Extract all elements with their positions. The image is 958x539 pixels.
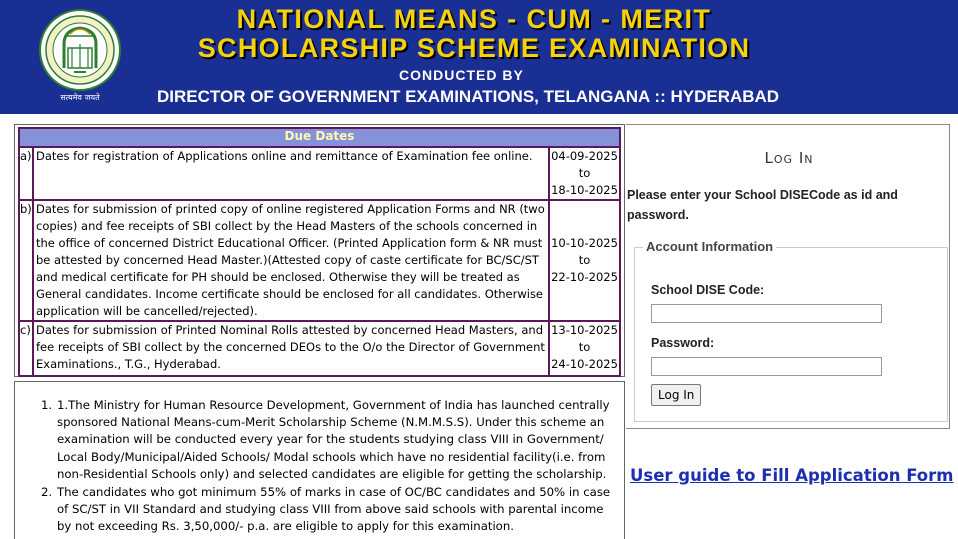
date-from: 13-10-2025 bbox=[551, 323, 618, 337]
page-title-line1: NATIONAL MEANS - CUM - MERIT bbox=[236, 4, 712, 34]
due-dates-panel bbox=[14, 124, 625, 377]
login-panel bbox=[626, 124, 950, 429]
instructions-list bbox=[41, 397, 616, 537]
login-title: Log In bbox=[764, 149, 814, 167]
date-sep: to bbox=[578, 166, 591, 180]
list-item bbox=[41, 397, 616, 483]
password-label: Password: bbox=[651, 336, 715, 350]
due-dates-heading: Due Dates bbox=[19, 128, 620, 147]
dise-code-input[interactable] bbox=[651, 304, 882, 323]
row-description: Dates for submission of printed copy of online registered Application Forms and NR (two copies) and fee receipts of SBI collect by the Head Masters of the schools concerned in the office of concerned District Educational Officer. (Printed Application form & NR must be attested by concerned Head Master.)(Attested copy of caste certificate for BC/SC/ST and medical certificate for PH should be enclosed. Otherwise they will be treated as General candidates. Income certificate should be enclosed for all candidates. Otherwise application will be cancelled/rejected). bbox=[33, 200, 549, 321]
date-to: 24-10-2025 bbox=[551, 357, 618, 371]
login-instruction: Please enter your School DISECode as id and password. bbox=[627, 188, 898, 222]
table-row bbox=[19, 147, 620, 200]
instructions-panel bbox=[14, 381, 625, 539]
date-to: 18-10-2025 bbox=[551, 183, 618, 197]
date-from: 04-09-2025 bbox=[551, 149, 618, 163]
row-description: Dates for registration of Applications online and remittance of Examination fee online. bbox=[33, 147, 549, 200]
svg-text:सत्यमेव जयते: सत्यमेव जयते bbox=[60, 93, 100, 102]
table-row bbox=[19, 200, 620, 321]
conducted-by-label: CONDUCTED BY bbox=[399, 67, 524, 83]
row-dates bbox=[549, 321, 620, 376]
row-dates bbox=[549, 147, 620, 200]
list-item bbox=[41, 484, 616, 536]
page-header bbox=[0, 0, 958, 114]
dise-code-label: School DISE Code: bbox=[651, 283, 765, 297]
director-label: DIRECTOR OF GOVERNMENT EXAMINATIONS, TELANGANA :: HYDERABAD bbox=[157, 87, 780, 106]
row-index: c) bbox=[19, 321, 33, 376]
table-row bbox=[19, 321, 620, 376]
date-from: 10-10-2025 bbox=[551, 236, 618, 250]
row-dates bbox=[549, 200, 620, 321]
row-index: a) bbox=[19, 147, 33, 200]
row-description: Dates for submission of Printed Nominal Rolls attested by concerned Head Masters, and fee receipts of SBI collect by the concerned DEOs to the O/o the Director of Government Examinations., T.G., Hyderabad. bbox=[33, 321, 549, 376]
date-to: 22-10-2025 bbox=[551, 270, 618, 284]
list-item-number: 1. bbox=[41, 398, 53, 412]
account-information-legend: Account Information bbox=[643, 239, 776, 254]
account-information-fieldset bbox=[634, 239, 948, 422]
password-input[interactable] bbox=[651, 357, 882, 376]
login-button[interactable]: Log In bbox=[651, 384, 701, 406]
list-item-text: The candidates who got minimum 55% of marks in case of OC/BC candidates and 50% in case of SC/ST in VII Standard and studying class VIII from above said schools with parental income by not exceeding Rs. 3,50,000/- p.a. are eligible to apply for this examination. bbox=[57, 485, 611, 534]
date-sep: to bbox=[578, 253, 591, 267]
list-item-text: 1.The Ministry for Human Resource Development, Government of India has launched centrally sponsored National Means-cum-Merit Scholarship Scheme (N.M.M.S.S). Under this scheme an examination will be conducted every year for the students studying class VIII in Government/ Local Body/Municipal/Aided Schools/ Modal schools which have no residential facility(i.e. from non-Residential Schools only) and selected candidates are eligible for getting the scholarship. bbox=[57, 398, 610, 481]
due-dates-table bbox=[18, 127, 621, 377]
row-index: b) bbox=[19, 200, 33, 321]
date-sep: to bbox=[578, 340, 591, 354]
user-guide-link[interactable]: User guide to Fill Application Form bbox=[630, 466, 954, 485]
list-item-number: 2. bbox=[41, 485, 53, 500]
page-title-line2: SCHOLARSHIP SCHEME EXAMINATION bbox=[197, 33, 751, 63]
